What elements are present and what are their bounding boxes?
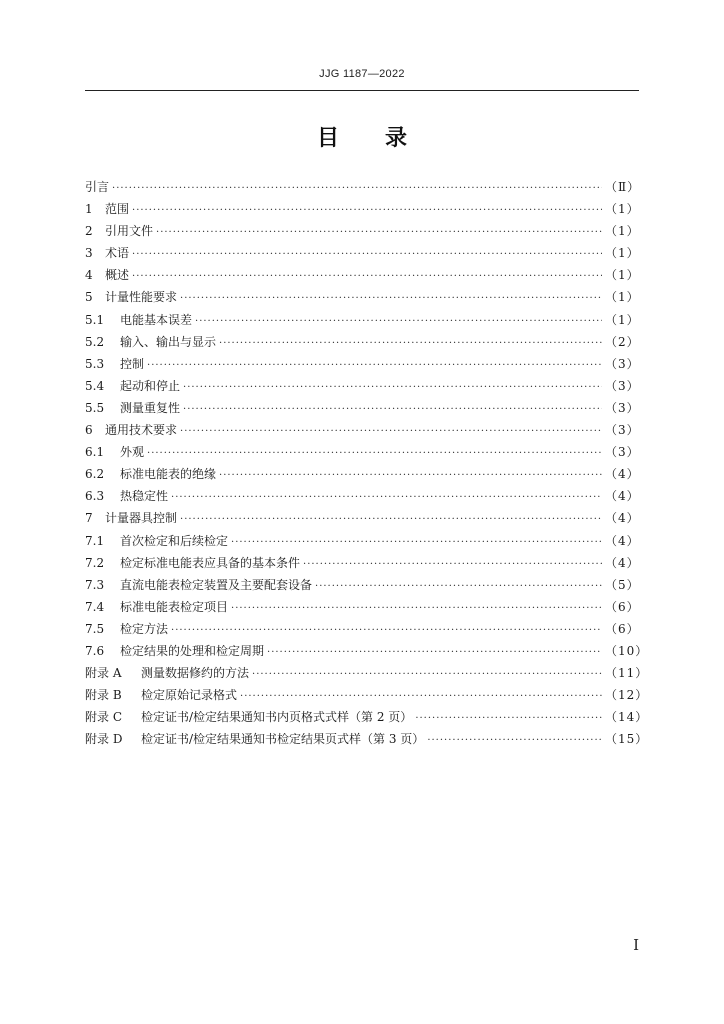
toc-entry-page: （3） [605, 378, 640, 393]
toc-entry-title: 检定标准电能表应具备的基本条件 [120, 555, 301, 570]
page-title [85, 121, 639, 152]
toc-entry-number: 7.1 [85, 533, 105, 548]
toc-leader-dots [180, 288, 602, 310]
toc-leader-dots [183, 399, 602, 421]
toc-entry-title: 起动和停止 [120, 378, 181, 393]
toc-leader-dots [183, 377, 602, 399]
toc-entry-number: 5.1 [85, 312, 105, 327]
toc-entry[interactable] [85, 286, 639, 308]
toc-leader-dots [252, 664, 602, 686]
toc-entry-page: （3） [605, 423, 640, 438]
toc-entry-title: 电能基本误差 [120, 312, 193, 327]
toc-leader-dots [219, 333, 602, 355]
toc-entry-number: 7.2 [85, 555, 105, 570]
toc-leader-dots [112, 178, 602, 200]
toc-entry[interactable] [85, 220, 639, 242]
toc-leader-dots [415, 708, 602, 730]
toc-leader-dots [195, 311, 602, 333]
toc-entry-number: 5.5 [85, 400, 105, 415]
toc-leader-dots [132, 244, 602, 266]
toc-entry[interactable] [85, 242, 639, 264]
toc-entry-page: （6） [605, 621, 640, 636]
toc-entry[interactable] [85, 397, 639, 419]
toc-leader-dots [171, 487, 602, 509]
toc-entry[interactable] [85, 684, 649, 706]
toc-entry[interactable] [85, 463, 639, 485]
toc-entry-title: 术语 [105, 246, 130, 261]
toc-leader-dots [231, 598, 602, 620]
toc-entry[interactable] [85, 419, 639, 441]
toc-entry[interactable] [85, 353, 639, 375]
toc-entry-title: 通用技术要求 [105, 423, 178, 438]
toc-entry[interactable] [85, 728, 649, 750]
toc-leader-dots [147, 443, 602, 465]
toc-entry-page: （15） [605, 732, 649, 747]
toc-leader-dots [156, 222, 602, 244]
toc-entry-number: 附录 B [85, 688, 122, 703]
toc-entry-page: （2） [605, 334, 640, 349]
toc-entry-number: 附录 A [85, 666, 122, 681]
toc-entry[interactable] [85, 662, 649, 684]
toc-entry-title: 检定方法 [120, 621, 169, 636]
toc-entry-title: 测量重复性 [120, 400, 181, 415]
toc-leader-dots [180, 509, 602, 531]
toc-entry-number: 7.6 [85, 643, 105, 658]
toc-leader-dots [171, 620, 602, 642]
toc-entry-page: （1） [605, 202, 640, 217]
toc-entry-page: （1） [605, 312, 640, 327]
toc-entry-title: 热稳定性 [120, 489, 169, 504]
toc-leader-dots [240, 686, 602, 708]
toc-entry[interactable] [85, 375, 639, 397]
toc-leader-dots [147, 355, 602, 377]
toc-entry-page: （Ⅱ） [605, 180, 641, 194]
toc-entry[interactable] [85, 596, 639, 618]
toc-entry-title: 计量性能要求 [105, 290, 178, 305]
toc-entry-number: 6 [85, 423, 93, 438]
toc-entry-number: 7.3 [85, 577, 105, 592]
toc-entry-page: （4） [605, 533, 640, 548]
toc-entry-number: 3 [85, 246, 93, 261]
toc-entry[interactable] [85, 485, 639, 507]
toc-entry-title: 检定原始记录格式 [141, 688, 238, 703]
toc-entry-number: 6.2 [85, 467, 105, 482]
toc-entry-title: 计量器具控制 [105, 511, 178, 526]
toc-entry-page: （1） [605, 268, 640, 283]
toc-entry-page: （3） [605, 356, 640, 371]
toc-entry[interactable] [85, 264, 639, 286]
toc-entry-page: （4） [605, 489, 640, 504]
toc-leader-dots [427, 730, 602, 752]
toc-leader-dots [132, 200, 602, 222]
toc-entry-page: （1） [605, 246, 640, 261]
toc-leader-dots [180, 421, 602, 443]
toc-entry[interactable] [85, 507, 639, 529]
toc-entry-page: （1） [605, 224, 640, 239]
toc-entry-number: 5.4 [85, 378, 105, 393]
toc-entry[interactable] [85, 574, 639, 596]
toc-entry-title: 概述 [105, 268, 130, 283]
toc-entry-number: 7 [85, 511, 93, 526]
toc-entry-title: 标准电能表检定项目 [120, 599, 229, 614]
toc-entry[interactable] [85, 331, 639, 353]
toc-entry-number: 6.3 [85, 489, 105, 504]
toc-entry-title: 输入、输出与显示 [120, 334, 217, 349]
toc-entry[interactable] [85, 706, 649, 728]
toc-entry-title: 引用文件 [105, 224, 154, 239]
toc-entry-title: 检定证书/检定结果通知书内页格式式样（第 2 页） [141, 710, 413, 725]
toc-entry-title: 测量数据修约的方法 [141, 666, 250, 681]
toc-entry-page: （4） [605, 511, 640, 526]
toc-entry[interactable] [85, 530, 639, 552]
toc-entry[interactable] [85, 552, 639, 574]
toc-entry-number: 5.3 [85, 356, 105, 371]
toc-entry-number: 附录 C [85, 710, 122, 725]
toc-entry[interactable] [85, 198, 639, 220]
toc-entry-title: 检定结果的处理和检定周期 [120, 643, 265, 658]
toc-entry-page: （10） [605, 643, 649, 658]
toc-entry[interactable] [85, 176, 639, 198]
toc-entry[interactable] [85, 618, 639, 640]
title-char-2: 录 [385, 126, 408, 151]
toc-entry[interactable] [85, 309, 639, 331]
toc-leader-dots [267, 642, 602, 664]
toc-entry-page: （1） [605, 290, 640, 305]
toc-leader-dots [219, 465, 602, 487]
toc-entry-number: 附录 D [85, 732, 123, 747]
toc-entry-number: 7.4 [85, 599, 105, 614]
toc-leader-dots [315, 576, 602, 598]
toc-entry-number: 6.1 [85, 445, 105, 460]
toc-entry-page: （14） [605, 710, 649, 725]
toc-entry[interactable] [85, 441, 639, 463]
standard-code-header: JJG 1187—2022 [319, 68, 405, 80]
toc-entry-title: 范围 [105, 202, 130, 217]
toc-entry-page: （3） [605, 445, 640, 460]
toc-entry-title: 直流电能表检定装置及主要配套设备 [120, 577, 313, 592]
toc-entry-number: 5.2 [85, 334, 105, 349]
toc-entry-page: （5） [605, 577, 640, 592]
table-of-contents [85, 176, 649, 750]
toc-entry-title: 标准电能表的绝缘 [120, 467, 217, 482]
toc-entry-page: （11） [605, 666, 649, 681]
toc-entry-title: 检定证书/检定结果通知书检定结果页式样（第 3 页） [141, 732, 425, 747]
toc-entry-page: （6） [605, 599, 640, 614]
toc-entry-title: 首次检定和后续检定 [120, 533, 229, 548]
toc-leader-dots [132, 266, 602, 288]
toc-entry[interactable] [85, 640, 649, 662]
toc-entry-page: （3） [605, 400, 640, 415]
toc-entry-number: 2 [85, 224, 93, 239]
toc-entry-page: （4） [605, 467, 640, 482]
toc-entry-number: 5 [85, 290, 93, 305]
toc-entry-page: （4） [605, 555, 640, 570]
toc-leader-dots [231, 532, 602, 554]
toc-entry-title: 控制 [120, 356, 145, 371]
toc-entry-number: 4 [85, 268, 93, 283]
toc-entry-title: 引言 [85, 180, 110, 194]
header-divider [85, 90, 639, 91]
toc-leader-dots [303, 554, 602, 576]
toc-entry-number: 1 [85, 202, 93, 217]
toc-entry-page: （12） [605, 688, 649, 703]
toc-entry-number: 7.5 [85, 621, 105, 636]
title-char-1: 目 [316, 126, 339, 151]
toc-entry-title: 外观 [120, 445, 145, 460]
page-number: I [633, 936, 639, 954]
